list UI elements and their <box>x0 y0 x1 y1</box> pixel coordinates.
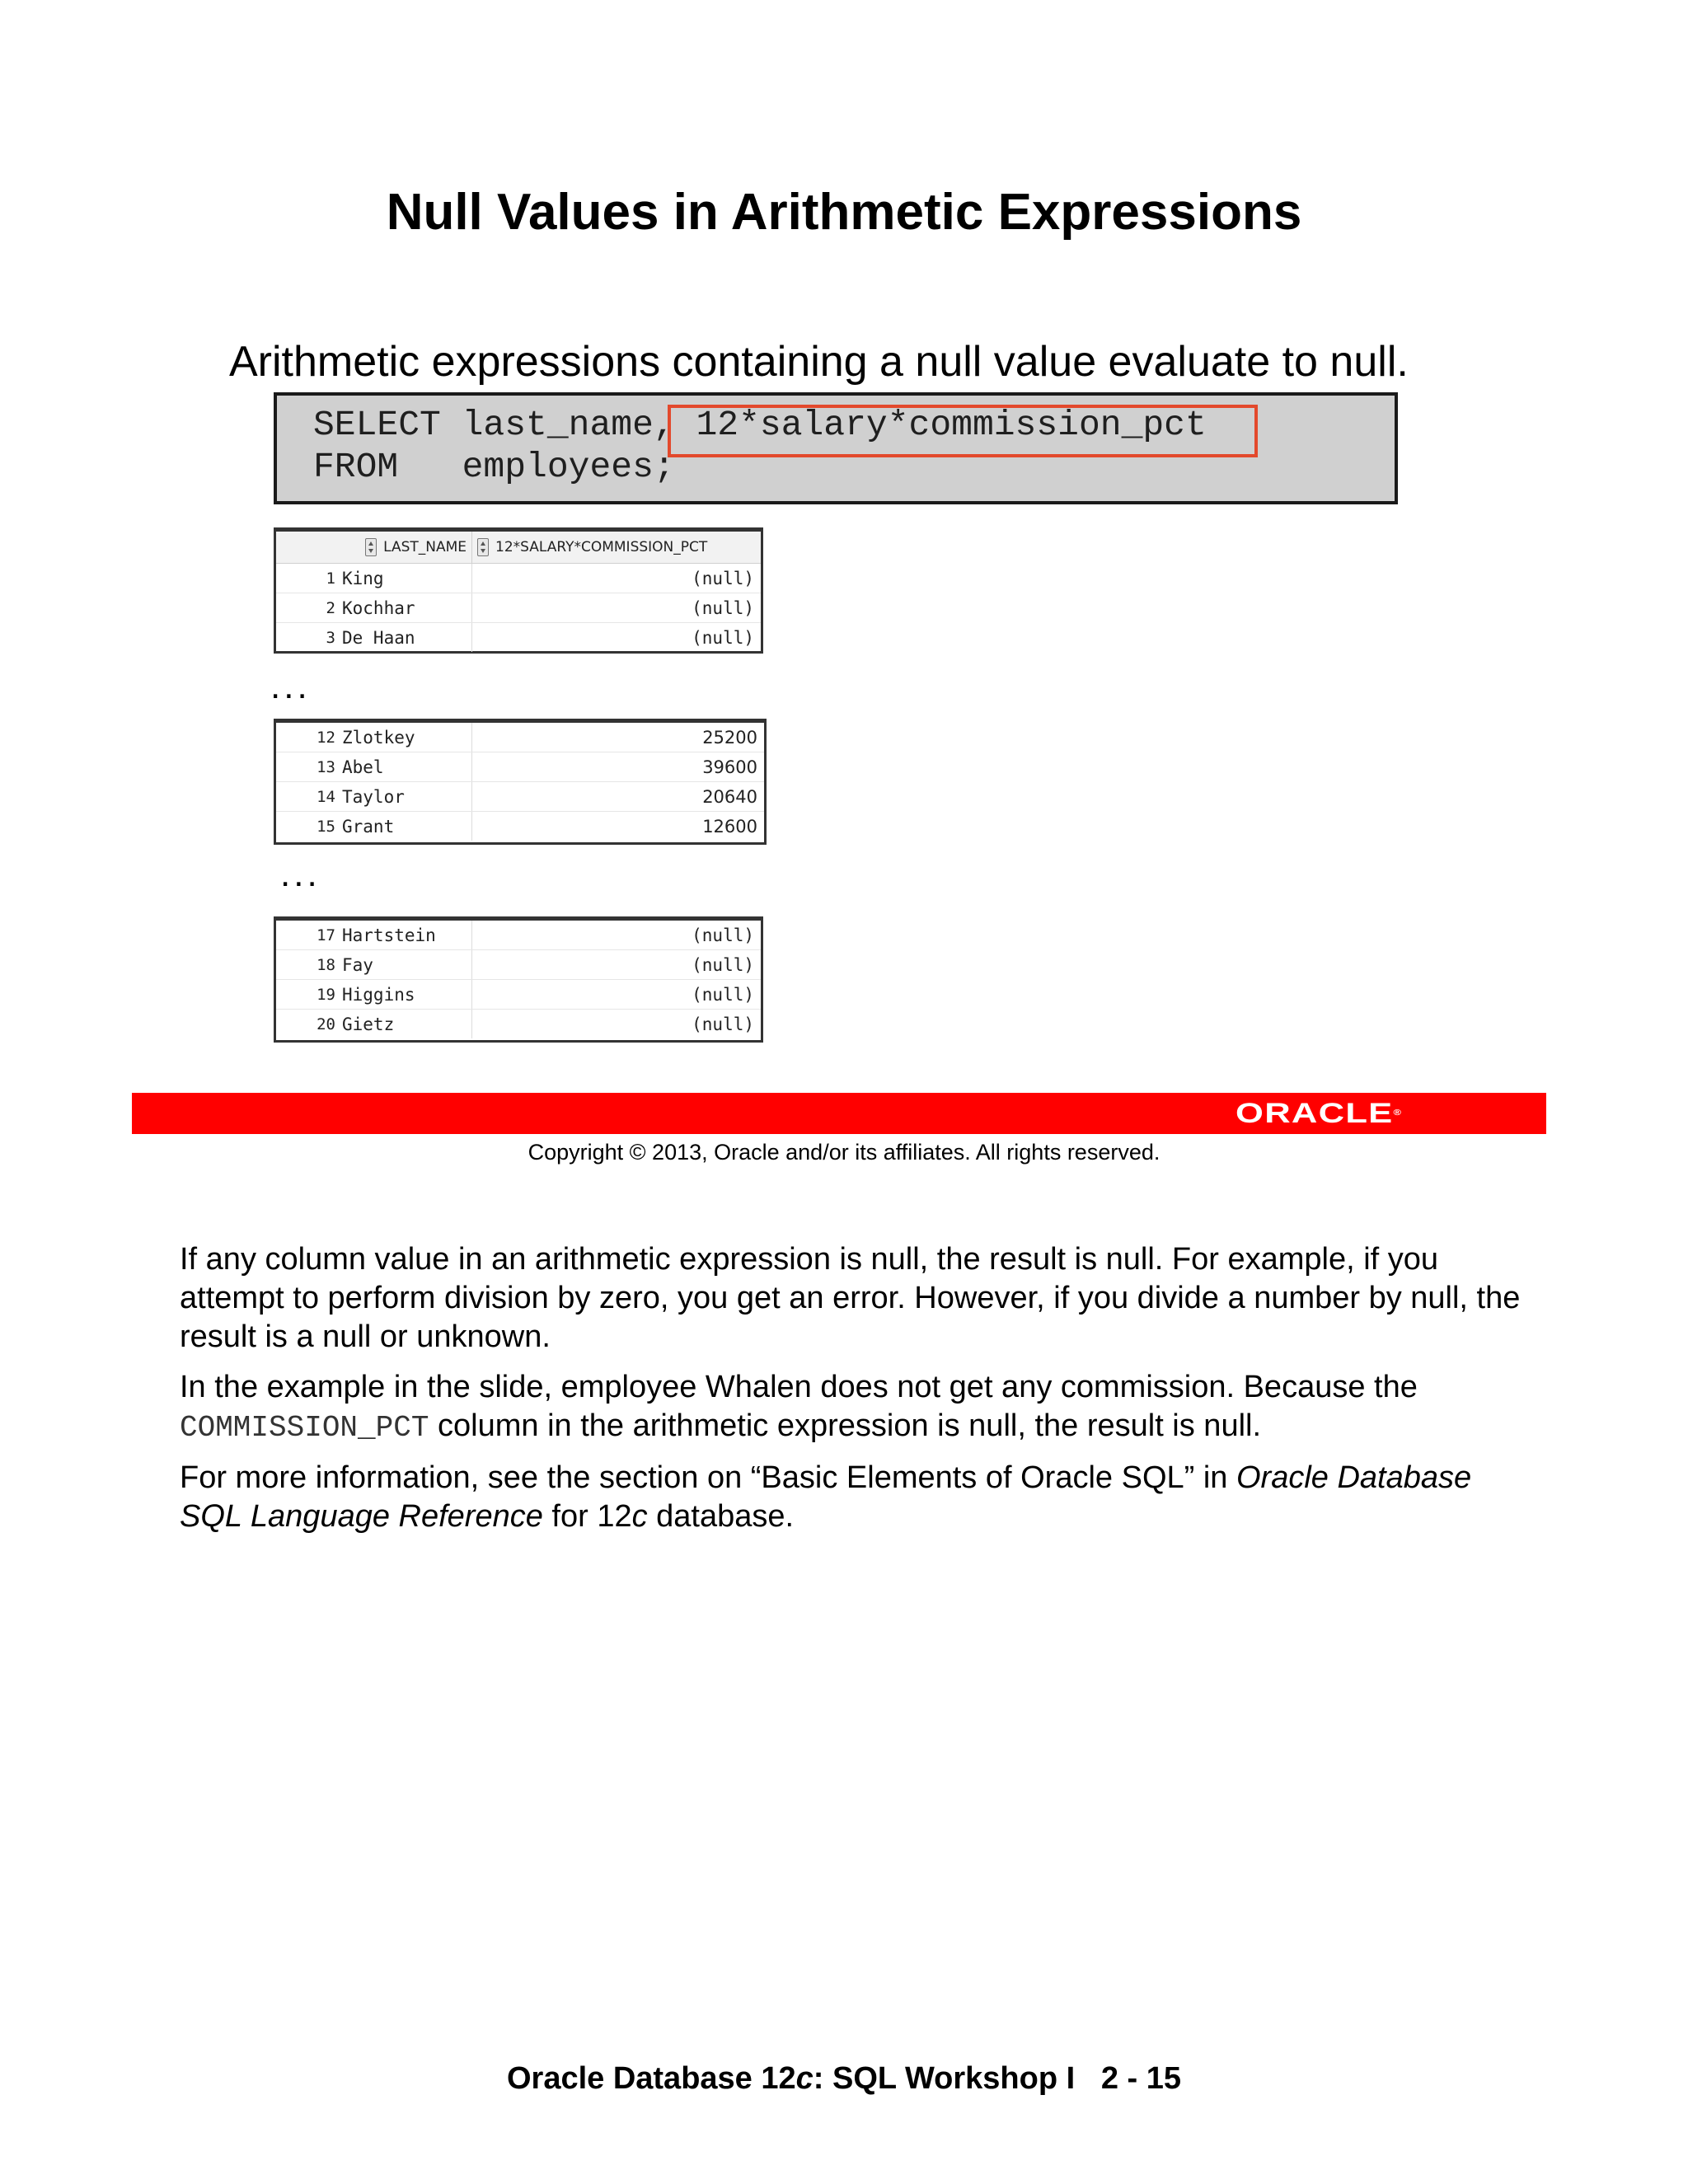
table-row[interactable] <box>276 812 764 841</box>
registered-mark: ® <box>1393 1108 1401 1118</box>
result-grid-2 <box>274 719 767 845</box>
value-cell: (null) <box>692 954 754 975</box>
table-row[interactable] <box>276 752 764 782</box>
notes-paragraph-2 <box>180 1368 1531 1447</box>
oracle-logo-text: ORACLE <box>1236 1098 1394 1129</box>
row-number: 13 <box>316 757 335 776</box>
sort-icon[interactable] <box>365 538 377 556</box>
code-line-2: FROM employees; <box>313 447 675 487</box>
last-name-cell: Kochhar <box>340 593 472 622</box>
result-grid-3 <box>274 916 763 1043</box>
footer-text-page: : SQL Workshop I 2 - 15 <box>813 2061 1182 2096</box>
slide-title: Null Values in Arithmetic Expressions <box>386 184 1302 241</box>
copyright-text: Copyright © 2013, Oracle and/or its affiliates. All rights reserved. <box>528 1140 1160 1165</box>
last-name-cell: King <box>340 564 472 593</box>
ellipsis-1: ... <box>270 666 311 706</box>
notes-text: database. <box>647 1499 795 1534</box>
header-cell-expression[interactable] <box>472 532 761 563</box>
sort-icon[interactable] <box>477 538 489 556</box>
last-name-cell: Hartstein <box>340 921 472 949</box>
row-number: 18 <box>316 955 335 974</box>
row-number: 2 <box>326 598 335 617</box>
result-grid-1 <box>274 527 763 654</box>
commission-pct-term: COMMISSION_PCT <box>180 1411 429 1445</box>
grid-header <box>276 532 761 564</box>
notes-text: column in the arithmetic expression is null, the result is null. <box>429 1408 1262 1443</box>
table-row[interactable] <box>276 623 761 652</box>
notes-paragraph-3 <box>180 1459 1531 1536</box>
table-row[interactable] <box>276 1010 761 1038</box>
header-label-last-name: LAST_NAME <box>383 539 467 555</box>
footer-text: Oracle Database 12 <box>506 2061 796 2096</box>
value-cell: (null) <box>692 984 754 1005</box>
last-name-cell: Fay <box>340 950 472 979</box>
row-number: 14 <box>316 787 335 806</box>
value-cell: (null) <box>692 598 754 618</box>
value-cell: (null) <box>692 568 754 588</box>
row-number: 15 <box>316 817 335 836</box>
slide-bullet-text: Arithmetic expressions containing a null value evaluate to null. <box>229 338 1409 386</box>
last-name-cell: Abel <box>340 752 472 781</box>
value-cell: 20640 <box>702 786 757 807</box>
value-cell: 39600 <box>702 757 757 777</box>
footer-version-c: c <box>795 2061 814 2096</box>
last-name-cell: Zlotkey <box>340 723 472 752</box>
version-c: c <box>631 1499 648 1534</box>
header-label-expression: 12*SALARY*COMMISSION_PCT <box>495 539 708 555</box>
table-row[interactable] <box>276 593 761 623</box>
table-row[interactable] <box>276 921 761 950</box>
last-name-cell: Higgins <box>340 980 472 1009</box>
row-number: 3 <box>326 628 335 647</box>
value-cell: (null) <box>692 1014 754 1034</box>
value-cell: (null) <box>692 925 754 945</box>
notes-text: for 12 <box>542 1499 632 1534</box>
expression-highlight-box <box>668 405 1258 457</box>
code-select-clause: SELECT last_name, <box>313 405 696 445</box>
notes-paragraph-1: If any column value in an arithmetic expression is null, the result is null. For example, if you attempt to perform division by zero, you get an error. However, if you divide a number by null, the result is a null or unknown. <box>180 1242 1521 1354</box>
row-number: 20 <box>316 1015 335 1033</box>
table-row[interactable] <box>276 980 761 1010</box>
oracle-red-bar <box>132 1093 1546 1134</box>
reference-title: Oracle Database SQL Language Reference <box>180 1460 1472 1534</box>
notes-section <box>180 1240 1531 1548</box>
row-number: 17 <box>316 926 335 944</box>
oracle-logo <box>1236 1099 1401 1127</box>
last-name-cell: De Haan <box>340 623 472 652</box>
code-highlighted-expression: 12*salary*commission_pct <box>696 405 1207 445</box>
notes-text: For more information, see the section on “Basic Elements of Oracle SQL” in <box>180 1460 1236 1495</box>
sql-code-box <box>274 392 1398 504</box>
value-cell: (null) <box>692 627 754 648</box>
table-row[interactable] <box>276 782 764 812</box>
last-name-cell: Gietz <box>340 1010 472 1038</box>
page-footer <box>0 2060 1688 2097</box>
row-number: 19 <box>316 985 335 1004</box>
table-row[interactable] <box>276 950 761 980</box>
last-name-cell: Grant <box>340 812 472 841</box>
ellipsis-2: ... <box>280 854 321 894</box>
header-cell-last-name[interactable] <box>276 532 472 563</box>
table-row[interactable] <box>276 723 764 752</box>
table-row[interactable] <box>276 564 761 593</box>
row-number: 12 <box>316 728 335 747</box>
value-cell: 25200 <box>702 727 757 748</box>
value-cell: 12600 <box>702 816 757 837</box>
last-name-cell: Taylor <box>340 782 472 811</box>
notes-text: In the example in the slide, employee Whalen does not get any commission. Because the <box>180 1370 1418 1404</box>
row-number: 1 <box>326 569 335 588</box>
